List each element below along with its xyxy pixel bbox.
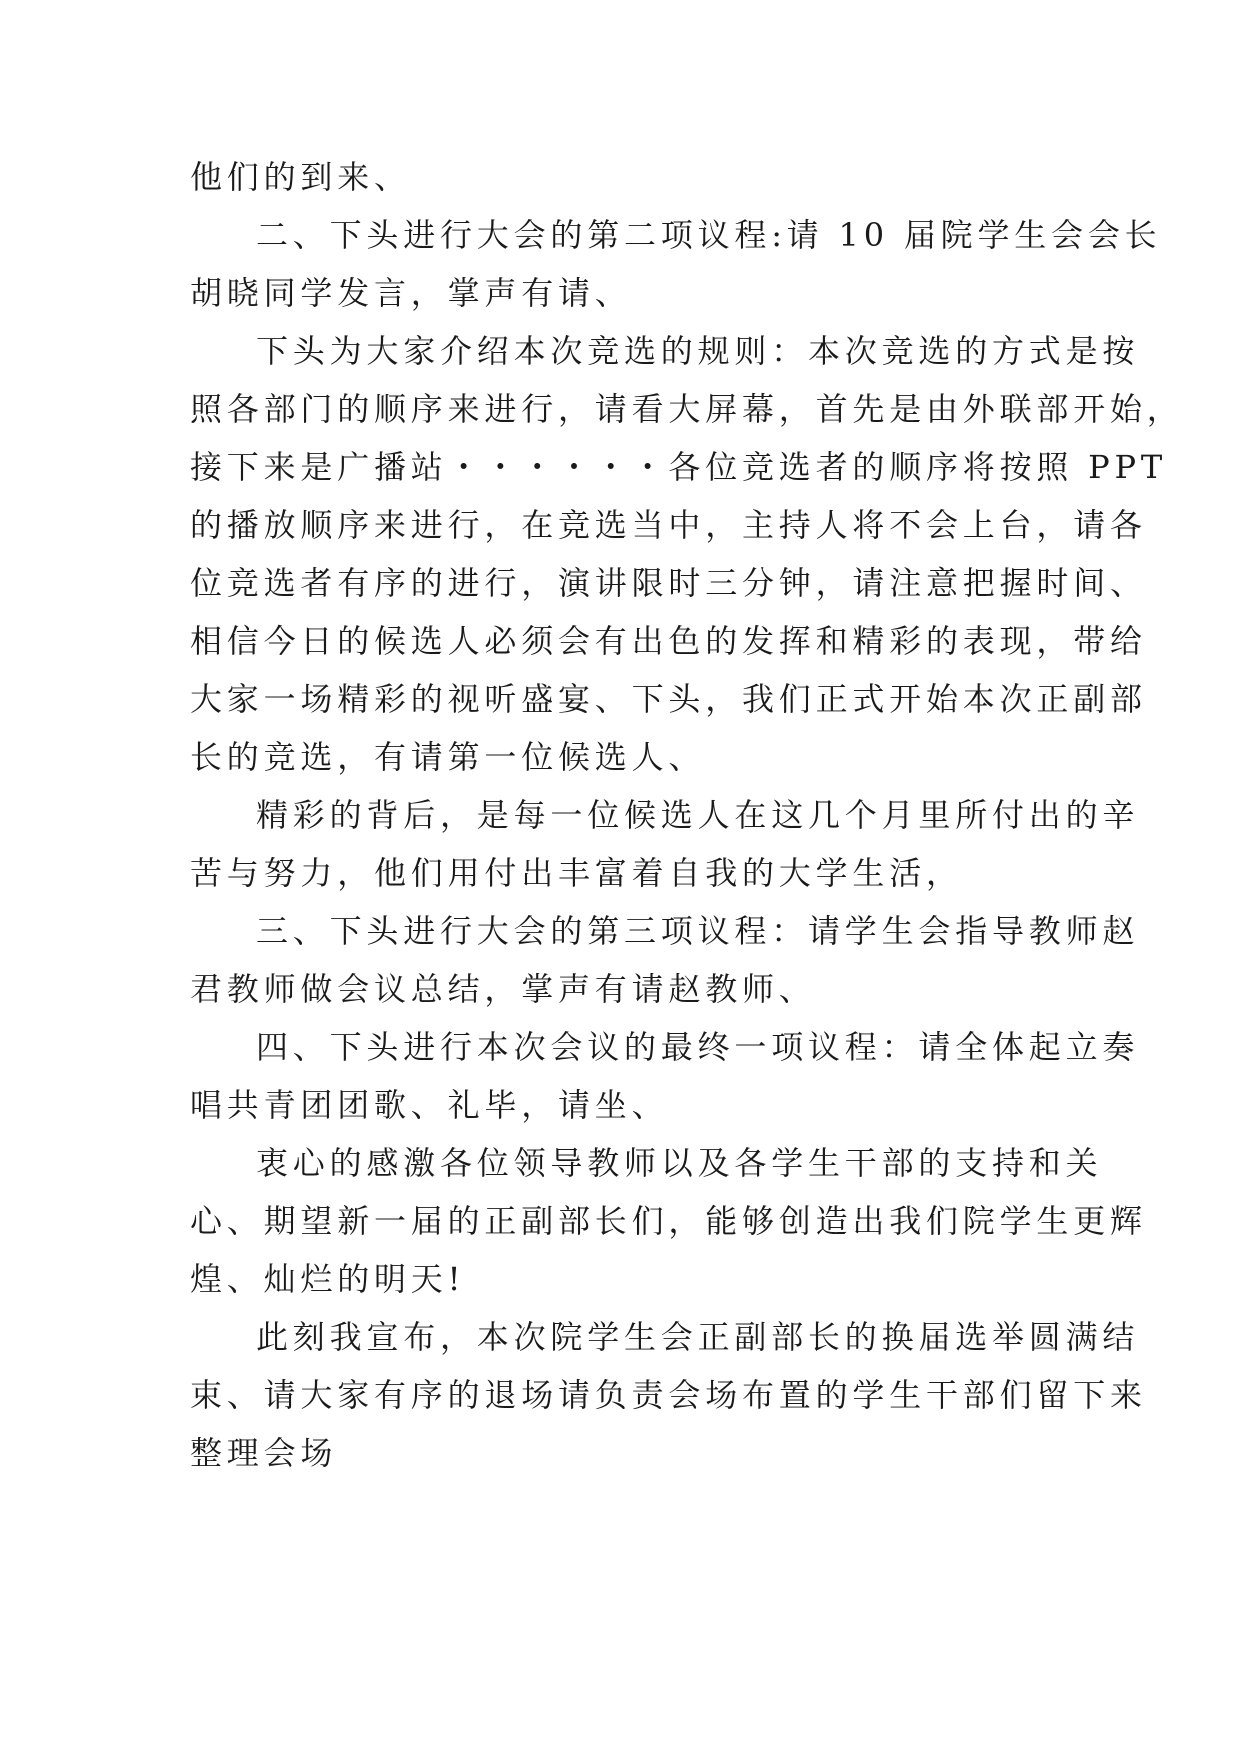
text-line: 苦与努力，他们用付出丰富着自我的大学生活，: [190, 854, 963, 892]
paragraph-start-line: 三、下头进行大会的第三项议程：请学生会指导教师赵: [256, 912, 1140, 950]
text-line: 心、期望新一届的正副部长们，能够创造出我们院学生更辉: [190, 1202, 1147, 1240]
paragraph-start-line: 此刻我宣布，本次院学生会正副部长的换届选举圆满结: [256, 1318, 1140, 1356]
text-line: 胡晓同学发言，掌声有请、: [190, 274, 632, 312]
text-line: 大家一场精彩的视听盛宴、下头，我们正式开始本次正副部: [190, 680, 1147, 718]
paragraph-start-line: 下头为大家介绍本次竞选的规则：本次竞选的方式是按: [256, 332, 1140, 370]
text-line: 相信今日的候选人必须会有出色的发挥和精彩的表现，带给: [190, 622, 1147, 660]
paragraph-start-line: 衷心的感激各位领导教师以及各学生干部的支持和关: [256, 1144, 1103, 1182]
text-line: 煌、灿烂的明天!: [190, 1260, 466, 1298]
document-body: [190, 148, 1184, 1482]
text-line: 他们的到来、: [190, 158, 411, 196]
text-line: 接下来是广播站・・・・・・各位竞选者的顺序将按照 PPT: [190, 448, 1167, 486]
text-line: 照各部门的顺序来进行，请看大屏幕，首先是由外联部开始，: [190, 390, 1184, 428]
paragraph-start-line: 四、下头进行本次会议的最终一项议程：请全体起立奏: [256, 1028, 1140, 1066]
paragraph-start-line: 精彩的背后，是每一位候选人在这几个月里所付出的辛: [256, 796, 1140, 834]
text-line: 长的竞选，有请第一位候选人、: [190, 738, 706, 776]
text-line: 整理会场: [190, 1434, 338, 1472]
paragraph-start-line: 二、下头进行大会的第二项议程:请 10 届院学生会会长: [256, 216, 1162, 254]
text-line: 的播放顺序来进行，在竞选当中，主持人将不会上台，请各: [190, 506, 1147, 544]
text-line: 位竞选者有序的进行，演讲限时三分钟，请注意把握时间、: [190, 564, 1147, 602]
text-line: 束、请大家有序的退场请负责会场布置的学生干部们留下来: [190, 1376, 1147, 1414]
text-line: 唱共青团团歌、礼毕，请坐、: [190, 1086, 669, 1124]
text-line: 君教师做会议总结，掌声有请赵教师、: [190, 970, 816, 1008]
